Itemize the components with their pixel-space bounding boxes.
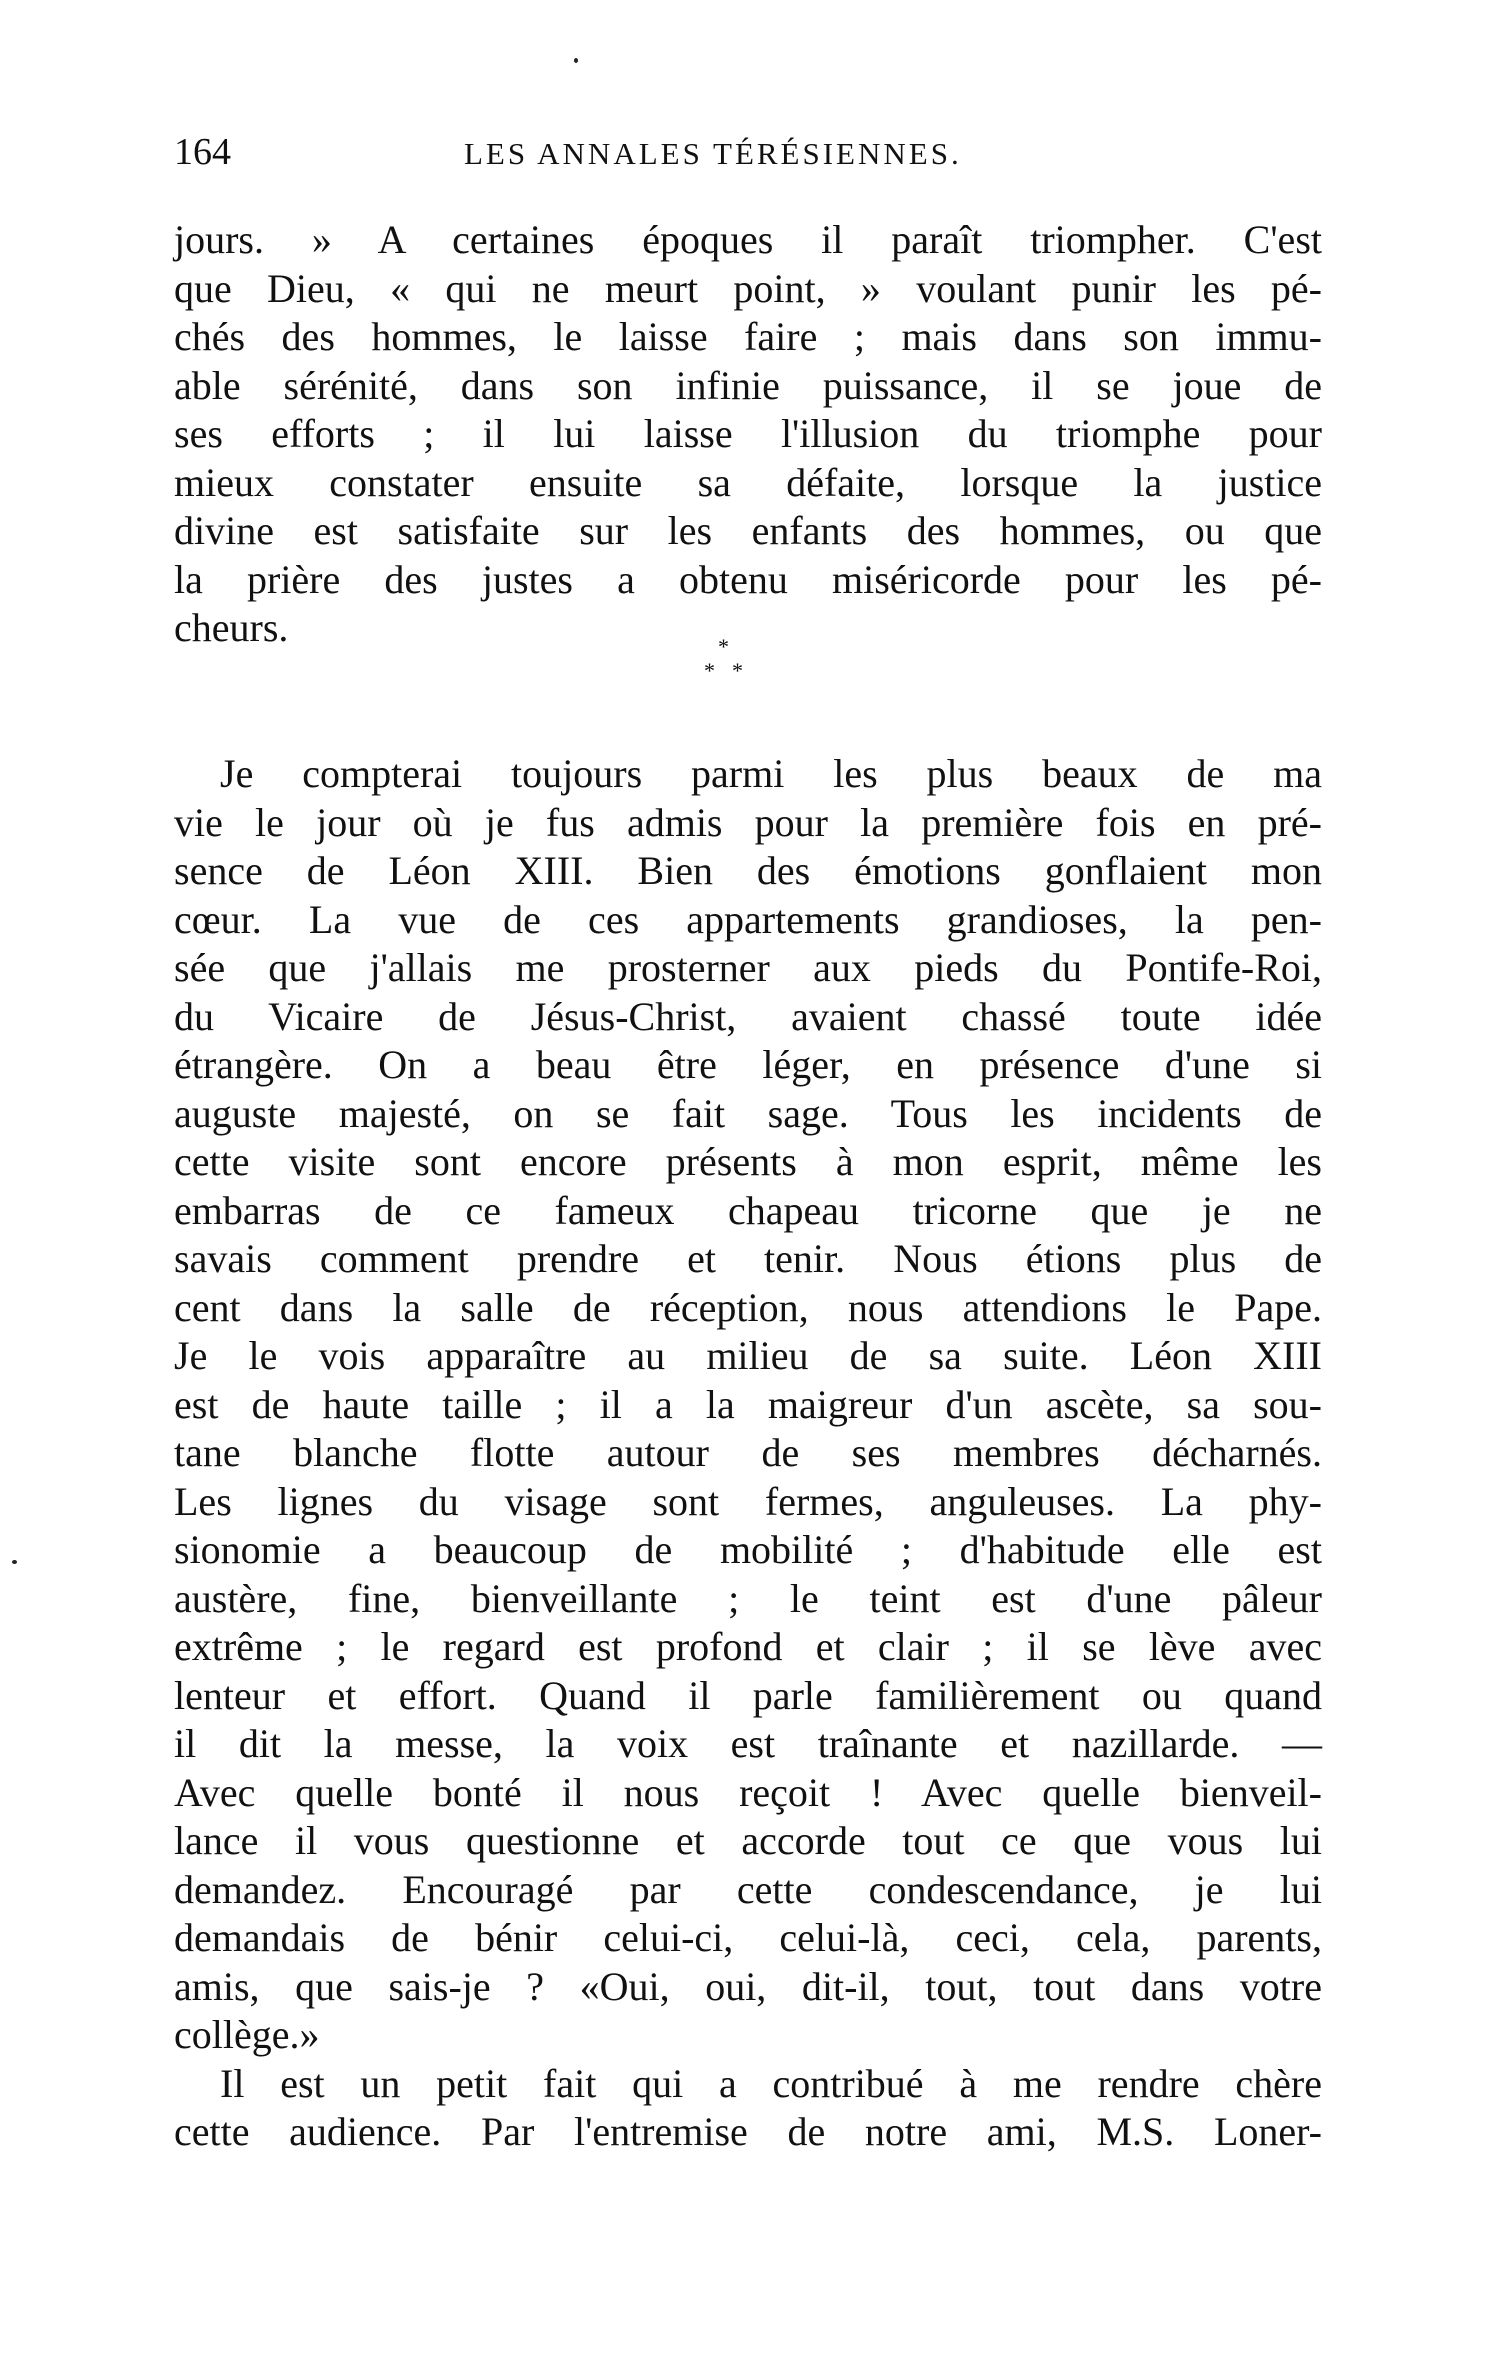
star-glyph: * — [732, 658, 743, 683]
text-line: ses efforts ; il lui laisse l'illusion du triomphe pour — [174, 411, 1322, 456]
text-line: chés des hommes, le laisse faire ; mais dans son immu- — [174, 314, 1322, 359]
text-line: demandais de bénir celui-ci, celui-là, ceci, cela, parents, — [174, 1915, 1322, 1960]
text-line: lenteur et effort. Quand il parle familièrement ou quand — [174, 1672, 1322, 1718]
text-line: austère, fine, bienveillante ; le teint est d'une pâleur — [174, 1575, 1322, 1621]
text-line: sée que j'allais me prosterner aux pieds du Pontife-Roi, — [174, 945, 1322, 990]
text-line: vie le jour où je fus admis pour la première fois en pré- — [174, 799, 1322, 845]
page-header — [174, 128, 1320, 176]
text-line: cheurs. — [174, 605, 289, 650]
asterism-ornament — [700, 636, 760, 696]
text-line: auguste majesté, on se fait sage. Tous les incidents de — [174, 1090, 1322, 1136]
text-line: collège.» — [174, 2012, 320, 2057]
text-line: sionomie a beaucoup de mobilité ; d'habitude elle est — [174, 1527, 1322, 1572]
text-line: la prière des justes a obtenu miséricorde pour les pé- — [174, 556, 1322, 602]
text-line: cœur. La vue de ces appartements grandioses, la pen- — [174, 896, 1322, 942]
text-line: Je compterai toujours parmi les plus beaux de ma — [220, 751, 1322, 796]
running-head: LES ANNALES TÉRÉSIENNES. — [464, 136, 962, 171]
text-line: cent dans la salle de réception, nous attendions le Pape. — [174, 1284, 1322, 1330]
text-line: embarras de ce fameux chapeau tricorne que je ne — [174, 1187, 1322, 1233]
text-line: Il est un petit fait qui a contribué à me rendre chère — [220, 2060, 1322, 2106]
text-line: tane blanche flotte autour de ses membres décharnés. — [174, 1430, 1322, 1475]
text-line: cette audience. Par l'entremise de notre ami, M.S. Loner- — [174, 2109, 1322, 2154]
paragraph-2 — [174, 750, 1322, 2157]
text-line: Je le vois apparaître au milieu de sa suite. Léon XIII — [174, 1333, 1322, 1378]
star-glyph: * — [718, 634, 729, 659]
text-line: Avec quelle bonté il nous reçoit ! Avec quelle bienveil- — [174, 1769, 1322, 1815]
text-line: amis, que sais-je ? «Oui, oui, dit-il, tout, tout dans votre — [174, 1963, 1322, 2009]
ink-speck — [12, 1560, 17, 1564]
text-line: que Dieu, « qui ne meurt point, » voulant punir les pé- — [174, 265, 1322, 311]
page-number: 164 — [174, 131, 231, 173]
text-line: étrangère. On a beau être léger, en présence d'une si — [174, 1042, 1322, 1087]
text-line: demandez. Encouragé par cette condescendance, je lui — [174, 1866, 1322, 1912]
text-line: sence de Léon XIII. Bien des émotions gonflaient mon — [174, 848, 1322, 893]
text-line: lance il vous questionne et accorde tout ce que vous lui — [174, 1818, 1322, 1863]
text-line: il dit la messe, la voix est traînante et nazillarde. — — [174, 1721, 1322, 1766]
text-line: mieux constater ensuite sa défaite, lorsque la justice — [174, 459, 1322, 505]
text-line: able sérénité, dans son infinie puissance, il se joue de — [174, 362, 1322, 408]
text-line: du Vicaire de Jésus-Christ, avaient chassé toute idée — [174, 993, 1322, 1039]
text-line: divine est satisfaite sur les enfants des hommes, ou que — [174, 508, 1322, 553]
text-line: Les lignes du visage sont fermes, anguleuses. La phy- — [174, 1478, 1322, 1524]
text-line: jours. » A certaines époques il paraît triompher. C'est — [174, 217, 1322, 262]
text-line: cette visite sont encore présents à mon esprit, même les — [174, 1139, 1322, 1184]
ink-speck — [574, 58, 578, 63]
text-line: extrême ; le regard est profond et clair ; il se lève avec — [174, 1624, 1322, 1669]
text-line: savais comment prendre et tenir. Nous étions plus de — [174, 1236, 1322, 1281]
text-line: est de haute taille ; il a la maigreur d'un ascète, sa sou- — [174, 1381, 1322, 1427]
paragraph-1 — [174, 216, 1322, 653]
star-glyph: * — [704, 658, 715, 683]
